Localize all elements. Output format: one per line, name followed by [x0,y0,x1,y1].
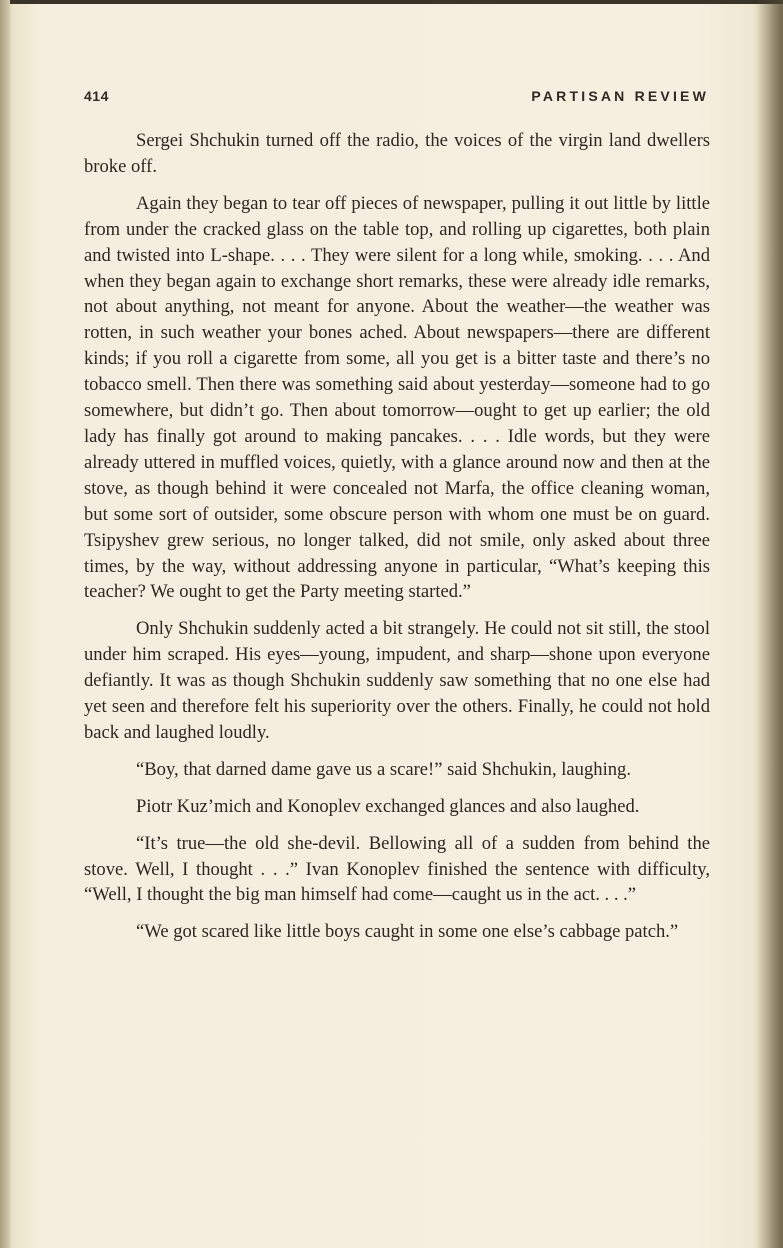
page-right-shadow [757,0,783,1248]
page-number: 414 [84,88,109,104]
paragraph: “Boy, that darned dame gave us a scare!” said Shchukin, laughing. [136,758,631,780]
paragraph: “It’s true—the old she-devil. Bellowing all of a sudden from behind the stove. Well, I thought . . .” Ivan Konoplev finished the sentence with difficulty, “Well, I thought the big man himself had come—caught us in the act. . . .” [84,832,710,906]
page-binding-edge [0,0,10,1248]
paragraph: Piotr Kuz’mich and Konoplev exchanged glances and also laughed. [136,795,640,817]
text-body [84,128,710,956]
paragraph: Sergei Shchukin turned off the radio, the voices of the virgin land dwellers broke off. [84,130,710,177]
paragraph: Only Shchukin suddenly acted a bit strangely. He could not sit still, the stool under him scraped. His eyes—young, impudent, and sharp—shone upon everyone defiantly. It was as though Shchukin suddenly saw something that no one else had yet seen and therefore felt his superiority over the others. Finally, he could not hold back and laughed loudly. [84,618,710,743]
paragraph: Again they began to tear off pieces of newspaper, pulling it out little by little from under the cracked glass on the table top, and rolling up cigarettes, both plain and twisted into L-shape. . . . They were silent for a long while, smoking. . . . And when they began again to exchange short remarks, these were already idle remarks, not about anything, not meant for anyone. About the weather—the weather was rotten, in such weather your bones ached. About newspapers—there are different kinds; if you roll a cigarette from some, all you get is a bitter taste and there’s no tobacco smell. Then there was something said about yesterday—someone had to go somewhere, but didn’t go. Then about tomorrow—ought to get up earlier; the old lady has finally got around to making pancakes. . . . Idle words, but they were already uttered in muffled voices, quietly, with a glance around now and then at the stove, as though behind it were concealed not Marfa, the office cleaning woman, but some sort of outsider, some obscure person with whom one must be on guard. Tsipyshev grew serious, no longer talked, did not smile, only asked about three times, by the way, without addressing anyone in particular, “What’s keeping this teacher? We ought to get the Party meeting started.” [84,192,710,603]
journal-title: PARTISAN REVIEW [531,88,709,104]
page-top-edge [10,0,783,4]
paragraph: “We got scared like little boys caught in some one else’s cabbage patch.” [136,921,679,943]
running-head [84,88,709,110]
